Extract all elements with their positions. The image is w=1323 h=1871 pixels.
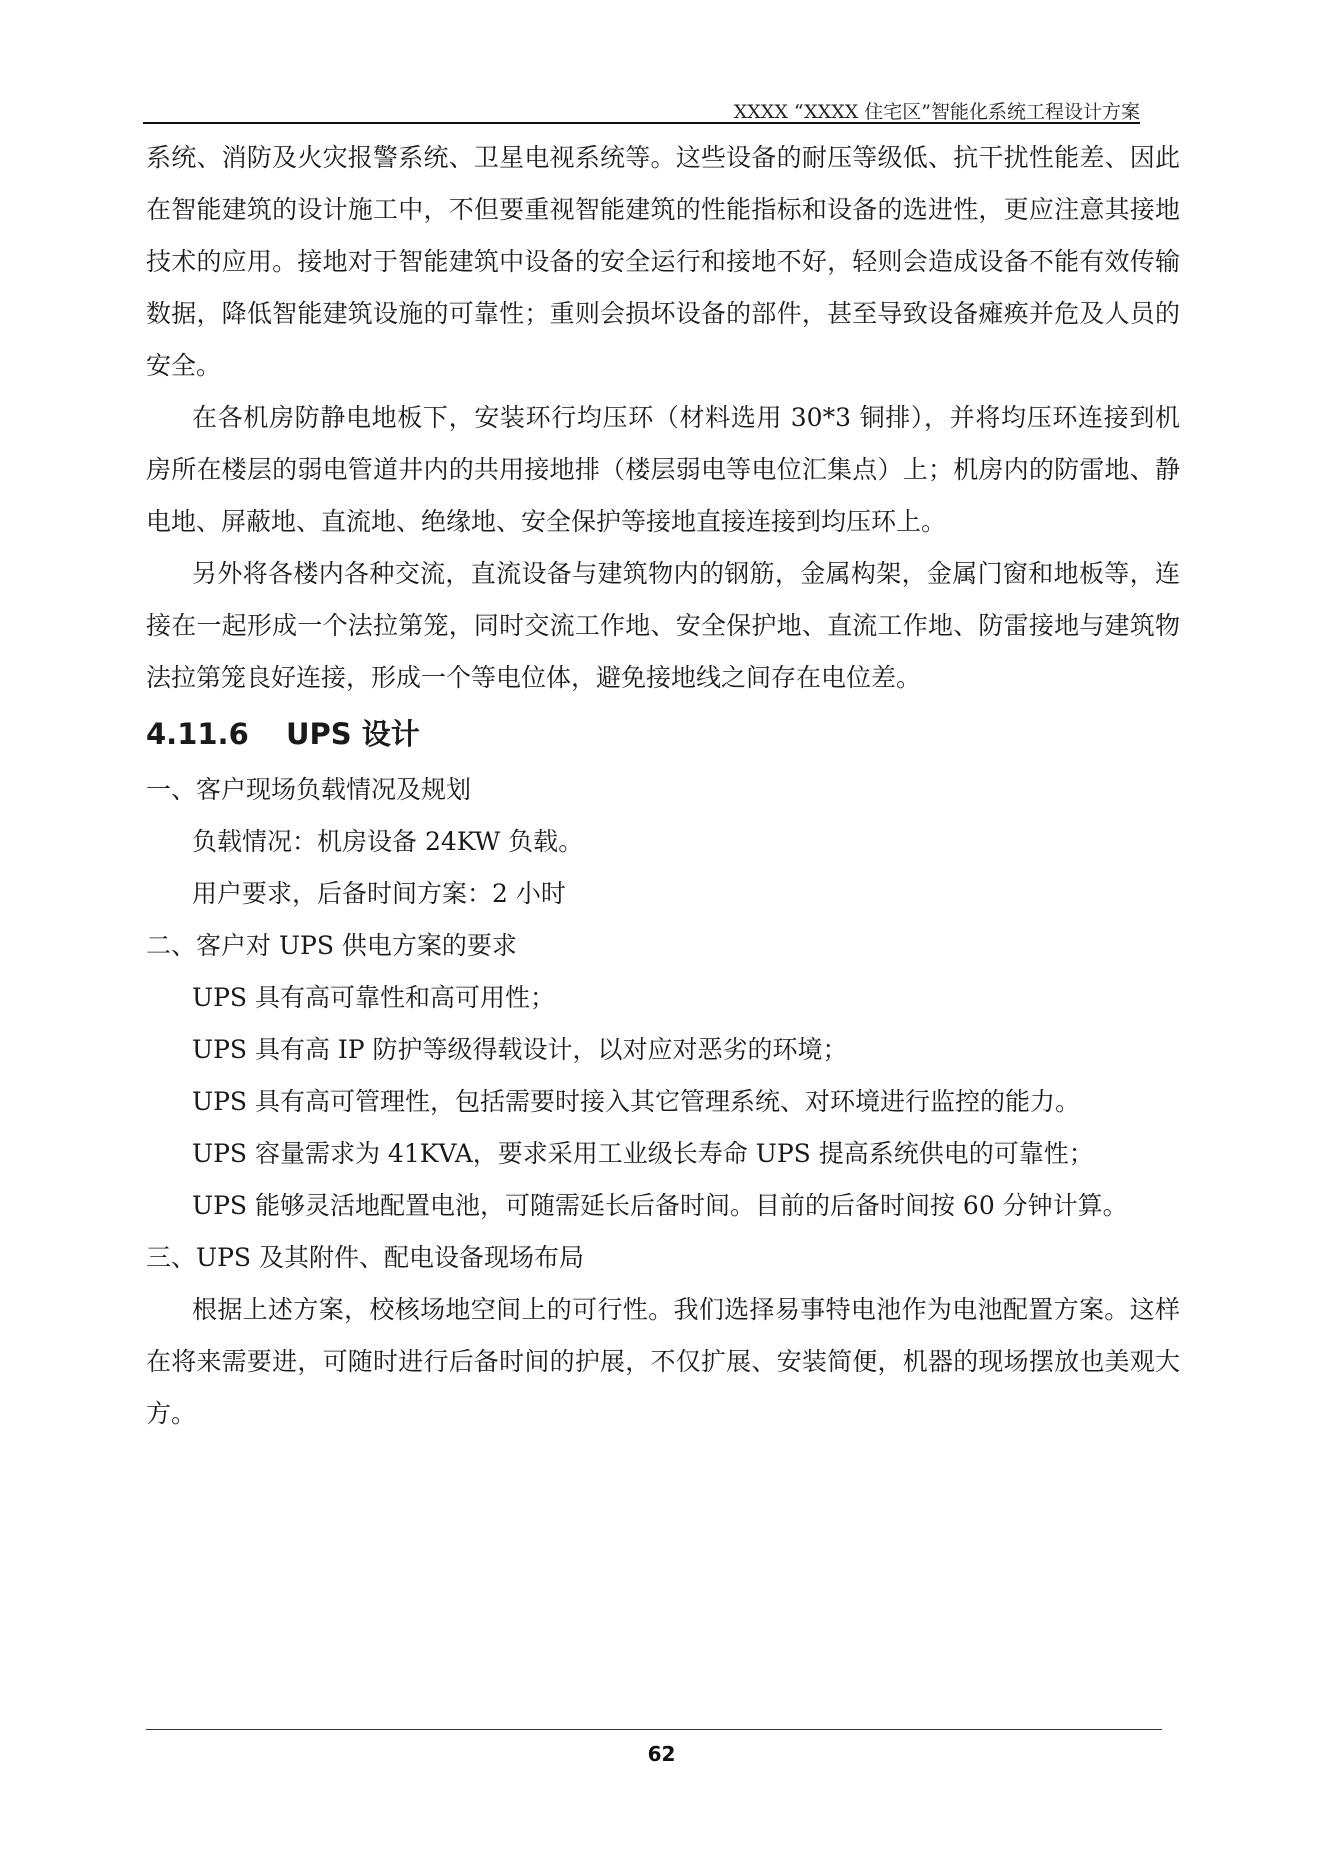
header-rule — [143, 122, 1140, 124]
list-item: 用户要求，后备时间方案：2 小时 — [192, 879, 566, 908]
list-item: UPS 容量需求为 41KVA，要求采用工业级长寿命 UPS 提高系统供电的可靠性； — [192, 1139, 1094, 1168]
page-body — [146, 132, 1180, 1440]
subheading-ups-requirements: 二、客户对 UPS 供电方案的要求 — [146, 931, 517, 960]
paragraph-equipotential-ring: 在各机房防静电地板下，安装环行均压环（材料选用 30*3 铜排），并将均压环连接到机房所在楼层的弱电管道井内的共用接地排（楼层弱电等电位汇集点）上；机房内的防雷地、静电地、屏蔽地、直流地、绝缘地、安全保护等接地直接连接到均压环上。 — [146, 403, 1180, 536]
list-item: UPS 具有高 IP 防护等级得载设计，以对应对恶劣的环境； — [192, 1035, 848, 1064]
section-number: 4.11.6 — [146, 717, 249, 751]
list-item: UPS 具有高可管理性，包括需要时接入其它管理系统、对环境进行监控的能力。 — [192, 1087, 1080, 1116]
paragraph-battery-choice: 根据上述方案，校核场地空间上的可行性。我们选择易事特电池作为电池配置方案。这样在将来需要进，可随时进行后备时间的护展，不仅扩展、安装简便，机器的现场摆放也美观大方。 — [146, 1295, 1180, 1428]
list-item: 负载情况：机房设备 24KW 负载。 — [192, 827, 584, 856]
section-title: UPS 设计 — [286, 717, 420, 751]
list-item: UPS 具有高可靠性和高可用性； — [192, 983, 555, 1012]
list-item: UPS 能够灵活地配置电池，可随需延长后备时间。目前的后备时间按 60 分钟计算。 — [192, 1191, 1128, 1220]
footer-rule — [146, 1729, 1162, 1730]
running-header: XXXX “XXXX 住宅区”智能化系统工程设计方案 — [733, 101, 1140, 123]
subheading-load-planning: 一、客户现场负载情况及规划 — [146, 775, 472, 804]
section-heading — [146, 704, 1180, 764]
paragraph-grounding-intro: 系统、消防及火灾报警系统、卫星电视系统等。这些设备的耐压等级低、抗干扰性能差、因此在智能建筑的设计施工中，不但要重视智能建筑的性能指标和设备的选进性，更应注意其接地技术的应用。接地对于智能建筑中设备的安全运行和接地不好，轻则会造成设备不能有效传输数据，降低智能建筑设施的可靠性；重则会损坏设备的部件，甚至导致设备瘫痪并危及人员的安全。 — [146, 143, 1180, 380]
subheading-site-layout: 三、UPS 及其附件、配电设备现场布局 — [146, 1243, 584, 1272]
page-number: 62 — [647, 1742, 676, 1766]
paragraph-faraday-cage: 另外将各楼内各种交流，直流设备与建筑物内的钢筋，金属构架，金属门窗和地板等，连接在一起形成一个法拉第笼，同时交流工作地、安全保护地、直流工作地、防雷接地与建筑物法拉第笼良好连接，形成一个等电位体，避免接地线之间存在电位差。 — [146, 559, 1180, 692]
